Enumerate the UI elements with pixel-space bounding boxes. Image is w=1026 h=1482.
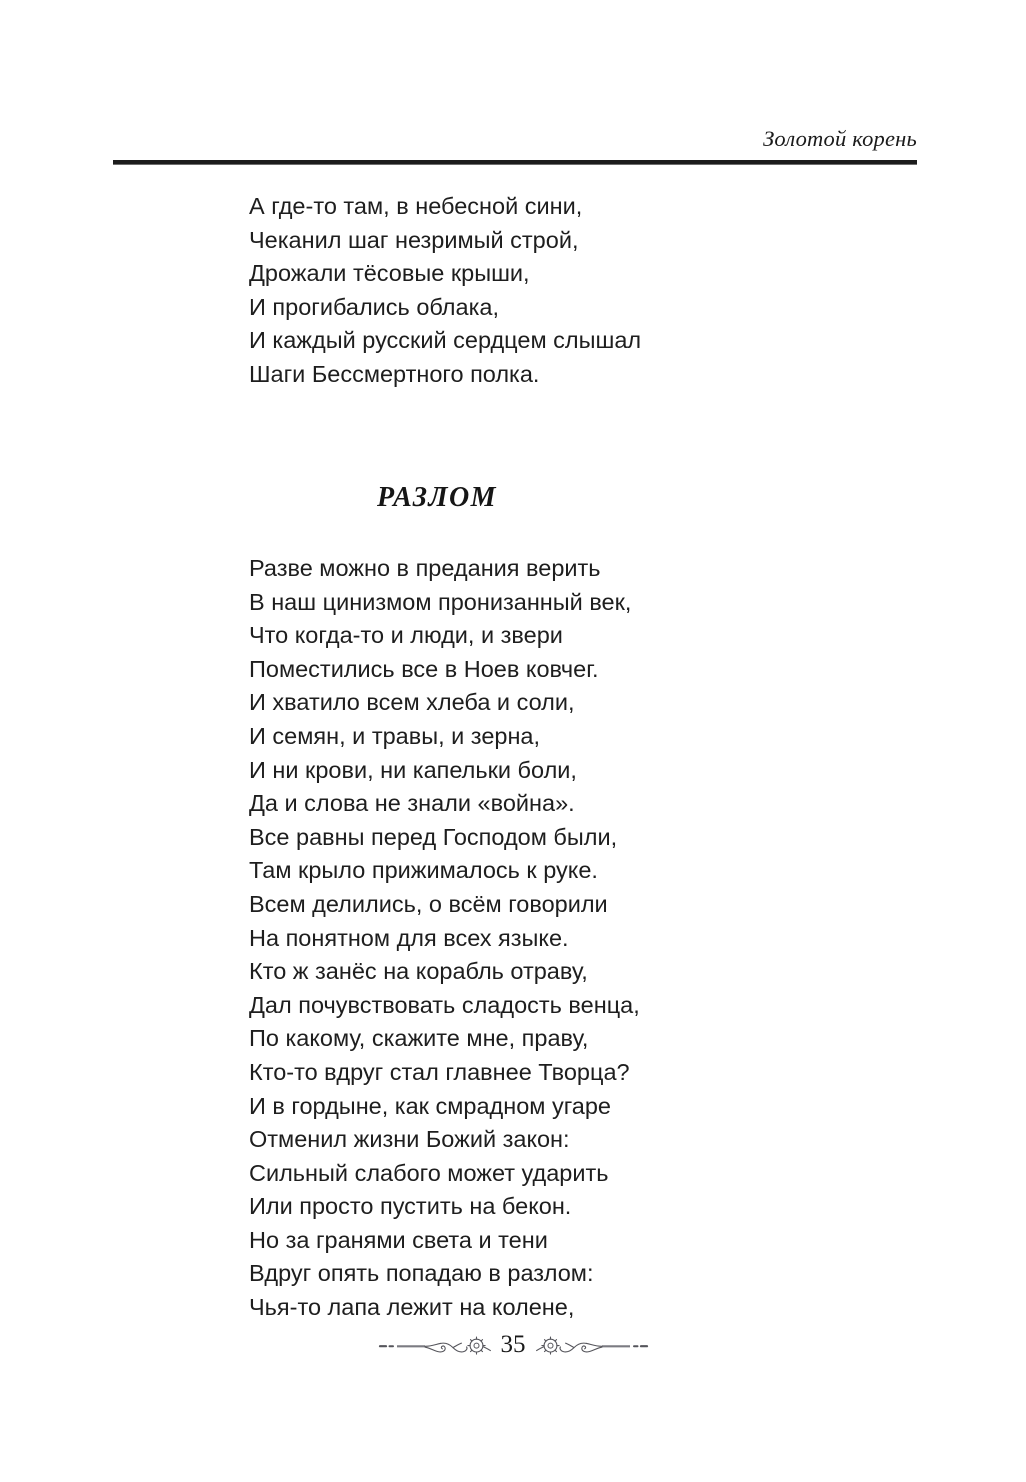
- verse-line: Всем делились, о всём говорили: [249, 890, 608, 917]
- verse-line: Или просто пустить на бекон.: [249, 1193, 572, 1220]
- running-header-title: Золотой корень: [763, 126, 917, 151]
- verse-line: Чеканил шаг незримый строй,: [249, 226, 579, 253]
- verse-line: Кто ж занёс на корабль отраву,: [249, 958, 588, 985]
- verse-line: Но за гранями света и тени: [249, 1226, 548, 1253]
- verse-line: Отменил жизни Божий закон:: [249, 1126, 570, 1153]
- header-rule: [113, 160, 917, 165]
- opening-stanza: [249, 190, 641, 392]
- verse-line: Там крыло прижималось к руке.: [249, 857, 598, 884]
- verse-line: И в гордыне, как смрадном угаре: [249, 1092, 611, 1119]
- verse-line: По какому, скажите мне, праву,: [249, 1025, 589, 1052]
- verse-line: Сильный слабого может ударить: [249, 1159, 609, 1186]
- verse-line: Кто-то вдруг стал главнее Творца?: [249, 1058, 630, 1085]
- verse-line: Поместились все в Ноев ковчег.: [249, 655, 599, 682]
- verse-line: И прогибались облака,: [249, 293, 499, 320]
- verse-line: Шаги Бессмертного полка.: [249, 360, 540, 387]
- verse-line: А где-то там, в небесной сини,: [249, 193, 583, 219]
- verse-line: И хватило всем хлеба и соли,: [249, 689, 575, 716]
- verse-line: Дрожали тёсовые крыши,: [249, 260, 530, 287]
- page-footer: [0, 1332, 1026, 1359]
- verse-line: На понятном для всех языке.: [249, 924, 569, 951]
- poem-title: РАЗЛОМ: [377, 482, 497, 513]
- verse-line: Дал почувствовать сладость венца,: [249, 991, 640, 1018]
- verse-line: И каждый русский сердцем слышал: [249, 327, 642, 354]
- verse-line: Вдруг опять попадаю в разлом:: [249, 1260, 594, 1287]
- poem-body-razlom: [249, 552, 640, 1325]
- verse-line: Чья-то лапа лежит на колене,: [249, 1294, 575, 1321]
- verse-line: Да и слова не знали «война».: [249, 790, 575, 817]
- verse-line: В наш цинизмом пронизанный век,: [249, 588, 632, 615]
- flourish-ornament-left-icon: [378, 1333, 494, 1359]
- verse-line: И ни крови, ни капельки боли,: [249, 756, 577, 783]
- flourish-ornament-right-icon: [533, 1333, 649, 1359]
- verse-line: Разве можно в предания верить: [249, 555, 601, 581]
- verse-line: Что когда-то и люди, и звери: [249, 622, 563, 649]
- verse-line: Все равны перед Господом были,: [249, 823, 618, 850]
- verse-line: И семян, и травы, и зерна,: [249, 722, 541, 749]
- page-number: 35: [500, 1331, 526, 1358]
